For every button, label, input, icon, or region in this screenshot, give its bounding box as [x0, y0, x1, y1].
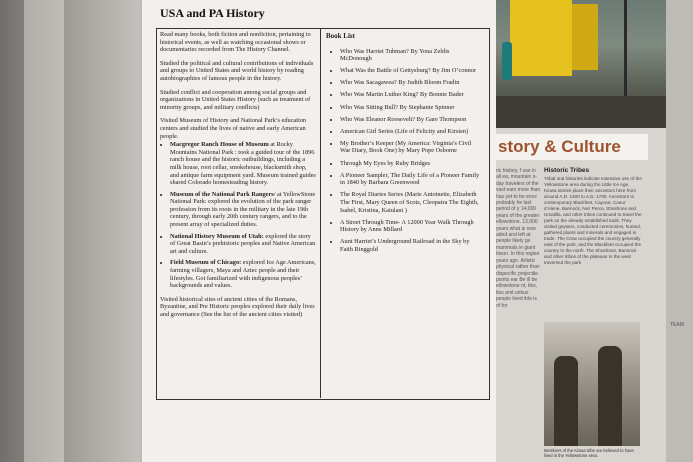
museum-description: explored the story of Great Basin’s prehistoric peoples and Native American art and culture. [170, 232, 316, 255]
book-item: • My Brother’s Keeper (My America: Virginia’s Civil War Diary, Book One) by Mary Pope Osborne [340, 140, 482, 155]
document-page [142, 0, 498, 462]
person-figure [598, 346, 622, 446]
ground [496, 96, 693, 128]
museum-name: Field Museum of Chicago: [170, 259, 242, 267]
book-item: • Who Was Sitting Bull? By Stephanie Spinner [340, 104, 482, 112]
museum-name: National History Museum of Utah: [170, 232, 264, 240]
book-item: • Who Was Sacagawea? By Judith Bloom Fradin [340, 79, 482, 87]
train-photo [496, 0, 693, 128]
paragraph: Visited Museum of History and National Park’s education centers and studied the lives of native and early American people. [160, 117, 306, 140]
book-item: • Who Was Harriet Tubman? By Yona Zeldis McDonough [340, 48, 482, 63]
book-item: • A Pioneer Sampler, The Daily Life of a Pioneer Family in 1840 by Barbara Greenwood [340, 172, 482, 187]
museum-name: Macgregor Ranch House of Museum [170, 141, 269, 149]
activities-column [160, 31, 316, 325]
photo-caption: Members of the Kiowa tribe are believed to have lived in the Yellowstone area. [544, 448, 634, 458]
list-item [170, 141, 316, 187]
book-item: • Who Was Martin Luther King? By Bonnie Bader [340, 91, 482, 99]
book-list [326, 48, 482, 254]
book-item: • The Royal Diaries Series (Marie Antoinette, Elizabeth The First, Mary Queen of Scots, Cleopatra The Eighth, Isabel, Kristina, Kaiulani ) [340, 191, 482, 214]
book-item: • A Street Through Time- A 12000 Year Walk Through History by Anne Millard [340, 219, 482, 234]
paragraph: Studied the political and cultural contributions of individuals and groups to United States and world history by reading autobiographies of famous people in the history. [160, 59, 314, 82]
person-figure [502, 42, 512, 80]
closing-paragraph: Visited historical sites of ancient cities of the Romans, Byzantine, and Pre Historic peoples explored their daily lives and governance (See the list of the ancient cities visited) [160, 295, 315, 318]
article-subhead: Historic Tribes [544, 167, 590, 174]
article-body: Tribal oral histories indicate extensive use of the Yellowstone area during the Little Ice Age. Kiowa stories place their ancestors here from around A.D. 1400 to A.D. 1700. Ancestors to contemporary Blackfeet, Cayuse, Coeur d’Alene, Bannock, Nez Perce, Shoshone and Umatilla, and other tribes continued to travel the park on the already established trails. They visited geysers, conducted ceremonies, hunted, gathered plants and minerals and engaged in trade. The Crow occupied the country generally east of the park, and the Blackfeet occupied the country to the north. The Shoshone, Bannock and other tribes of the plateaus to the west traversed the park [544, 176, 642, 265]
museum-description: at Rocky Mountains National Park : took a guided tour of the 1896 ranch house and the historic outbuildings, including a milk house, root cellar, smokehouse, blacksmith shop, and antique farm equipment yard. Museum trained guides shared Colorado homesteading history. [170, 141, 316, 187]
page-edge [666, 0, 693, 462]
tribes-article [544, 168, 642, 266]
list-item [170, 191, 316, 229]
book-item: • Who Was Eleanor Roosevelt? By Gare Thompson [340, 116, 482, 124]
list-item [170, 233, 316, 256]
paragraph: Read many books, both fiction and nonfiction, pertaining to historical events, as well as watching occasional shows or documentaries recorded from The History Channel. [160, 31, 311, 54]
book-item: • Through My Eyes by Ruby Bridges [340, 160, 482, 168]
museum-description: explored Ice Age Americans, farming villagers, Maya and Aztec people and their lifestyles. Got familiarized with indigenous peoples’ backgrounds and values. [170, 259, 316, 290]
book-list-column [326, 33, 482, 258]
edge-label: TEAM [670, 322, 684, 328]
museum-list [160, 141, 316, 290]
train-car [510, 0, 572, 76]
background-brochure-page [496, 0, 693, 462]
paragraph: Studied conflict and cooperation among social groups and organizations in United States History (such as treatment of minority groups, and military conflicts) [160, 88, 311, 111]
book-list-title: Book List [326, 32, 355, 40]
museum-name: Museum of the National Park Rangers [170, 190, 274, 198]
page-title: USA and PA History [160, 6, 265, 20]
section-title: story & Culture [496, 134, 648, 160]
book-item: • American Girl Series (Life of Felicity and Kirsten) [340, 128, 482, 136]
blurred-page-edge [24, 0, 64, 462]
museum-description: / at YellowStone National Park: explored the evolution of the park ranger profession from its roots in the military in the late 19th century, through early 20th century rangers, and to the present array of specialized duties. [170, 190, 316, 229]
list-item [170, 259, 316, 289]
kiowa-photo [544, 322, 640, 446]
margin-text: ric history, f use in all ea, mountain s-day travelers of the vast ears more than has yet to be ence probably he last period of y 14,000 years of the greater ellowstone. 13,000 years what is now aded and left at people likely ge mammals ie giant bison. In this region years ago. Arlistic physical rather than dispecific projectile points ear Be ill be ellowstone nt, tles, tles and unbus people lived ible is of for [496, 168, 541, 309]
column-divider [320, 28, 321, 398]
book-item: • Aunt Harriet’s Underground Railroad in the Sky by Faith Ringgold [340, 238, 482, 253]
person-figure [554, 356, 578, 446]
book-item: • What Was the Battle of Gettysburg? By Jim O’connor [340, 67, 482, 75]
train-car [572, 4, 598, 70]
